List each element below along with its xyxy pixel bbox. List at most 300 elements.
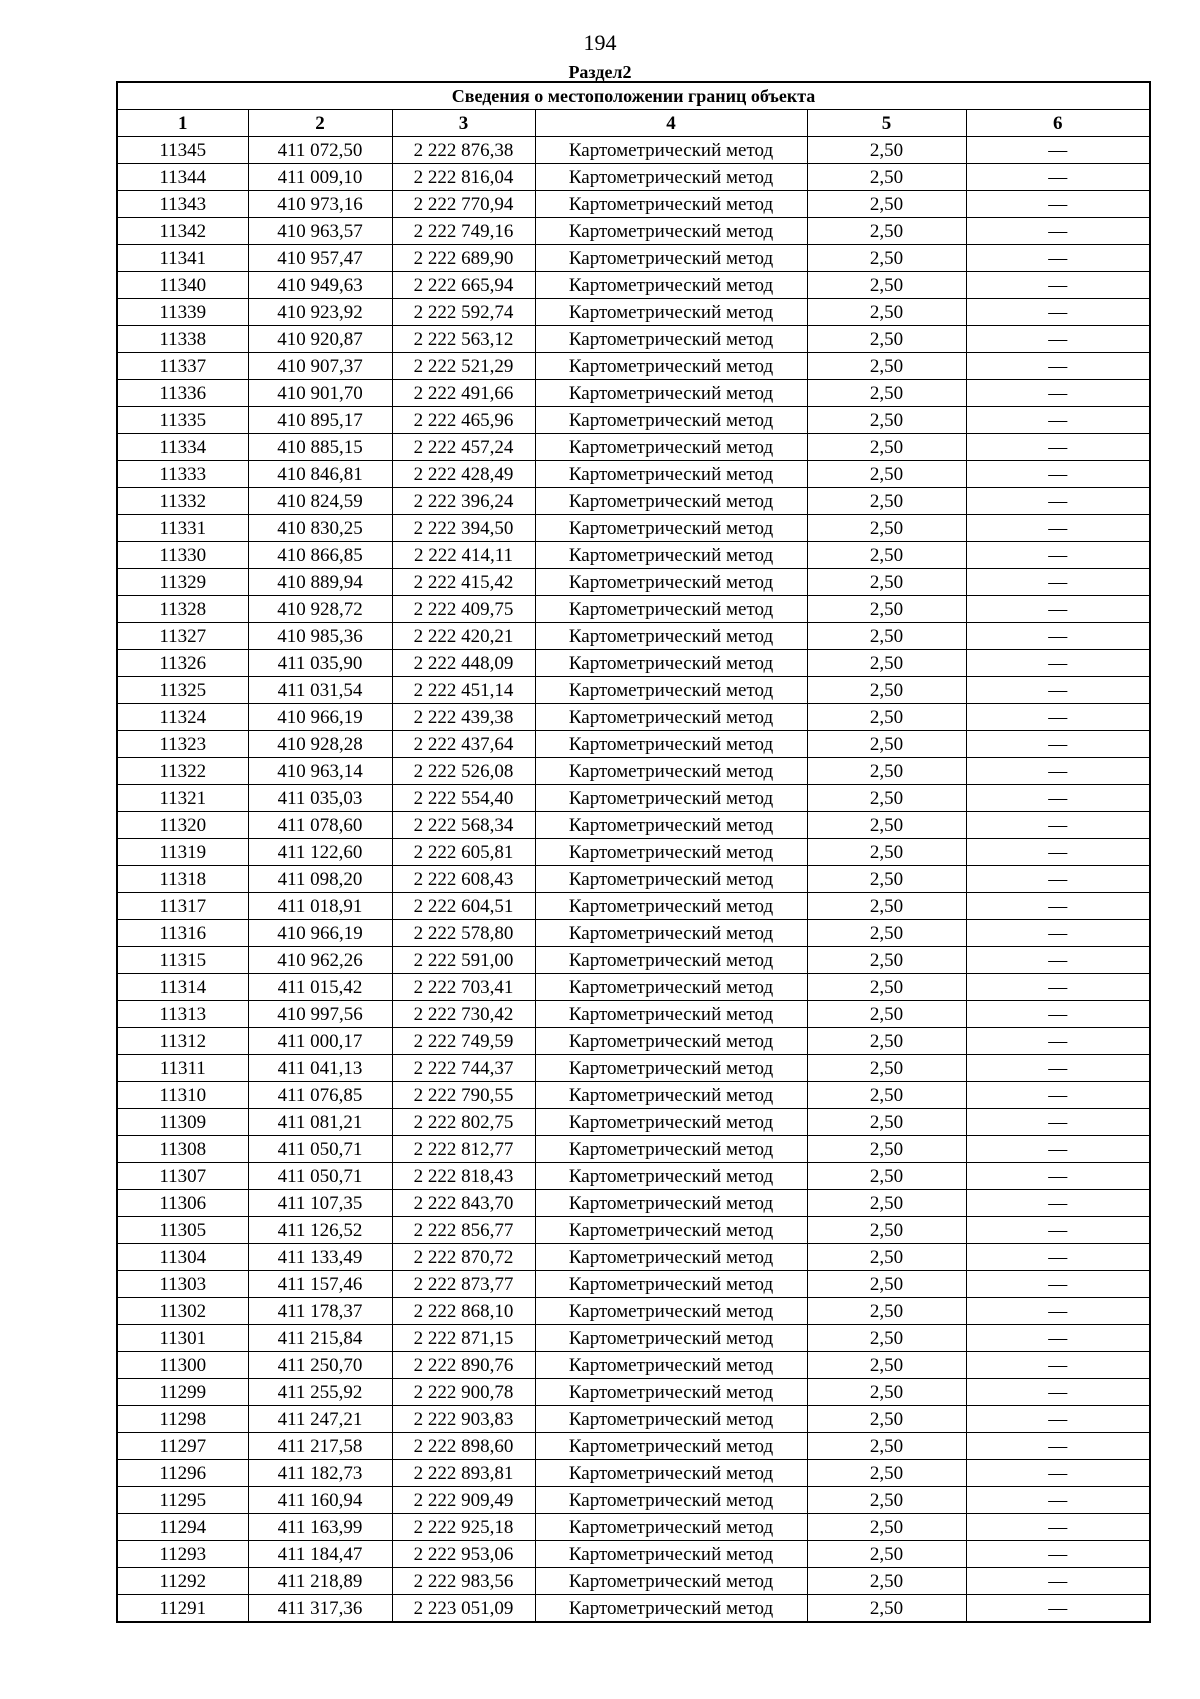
accuracy-cell: 2,50 bbox=[807, 1568, 966, 1595]
accuracy-cell: 2,50 bbox=[807, 1595, 966, 1623]
y-coordinate-cell: 2 222 856,77 bbox=[392, 1217, 535, 1244]
accuracy-cell: 2,50 bbox=[807, 893, 966, 920]
method-cell: Картометрический метод bbox=[535, 488, 807, 515]
x-coordinate-cell: 410 928,28 bbox=[248, 731, 392, 758]
page-number: 194 bbox=[583, 30, 617, 55]
description-cell: — bbox=[966, 1271, 1150, 1298]
method-cell: Картометрический метод bbox=[535, 1514, 807, 1541]
point-number-cell: 11324 bbox=[117, 704, 248, 731]
method-cell: Картометрический метод bbox=[535, 1325, 807, 1352]
description-cell: — bbox=[966, 515, 1150, 542]
x-coordinate-cell: 411 250,70 bbox=[248, 1352, 392, 1379]
method-cell: Картометрический метод bbox=[535, 272, 807, 299]
x-coordinate-cell: 410 866,85 bbox=[248, 542, 392, 569]
x-coordinate-cell: 410 962,26 bbox=[248, 947, 392, 974]
description-cell: — bbox=[966, 920, 1150, 947]
y-coordinate-cell: 2 222 491,66 bbox=[392, 380, 535, 407]
y-coordinate-cell: 2 222 415,42 bbox=[392, 569, 535, 596]
accuracy-cell: 2,50 bbox=[807, 1163, 966, 1190]
point-number-cell: 11334 bbox=[117, 434, 248, 461]
table-row bbox=[117, 623, 1150, 650]
y-coordinate-cell: 2 222 414,11 bbox=[392, 542, 535, 569]
description-cell: — bbox=[966, 407, 1150, 434]
method-cell: Картометрический метод bbox=[535, 569, 807, 596]
method-cell: Картометрический метод bbox=[535, 920, 807, 947]
x-coordinate-cell: 411 076,85 bbox=[248, 1082, 392, 1109]
table-body bbox=[117, 137, 1150, 1623]
x-coordinate-cell: 410 973,16 bbox=[248, 191, 392, 218]
point-number-cell: 11309 bbox=[117, 1109, 248, 1136]
accuracy-cell: 2,50 bbox=[807, 785, 966, 812]
table-row bbox=[117, 650, 1150, 677]
table-row bbox=[117, 1325, 1150, 1352]
coordinates-table bbox=[116, 81, 1151, 1623]
table-row bbox=[117, 407, 1150, 434]
table-row bbox=[117, 893, 1150, 920]
table-row bbox=[117, 1514, 1150, 1541]
accuracy-cell: 2,50 bbox=[807, 920, 966, 947]
description-cell: — bbox=[966, 677, 1150, 704]
x-coordinate-cell: 411 000,17 bbox=[248, 1028, 392, 1055]
description-cell: — bbox=[966, 1406, 1150, 1433]
accuracy-cell: 2,50 bbox=[807, 218, 966, 245]
point-number-cell: 11327 bbox=[117, 623, 248, 650]
description-cell: — bbox=[966, 380, 1150, 407]
point-number-cell: 11299 bbox=[117, 1379, 248, 1406]
table-row bbox=[117, 137, 1150, 164]
method-cell: Картометрический метод bbox=[535, 1190, 807, 1217]
description-cell: — bbox=[966, 542, 1150, 569]
method-cell: Картометрический метод bbox=[535, 164, 807, 191]
x-coordinate-cell: 410 846,81 bbox=[248, 461, 392, 488]
accuracy-cell: 2,50 bbox=[807, 515, 966, 542]
x-coordinate-cell: 411 015,42 bbox=[248, 974, 392, 1001]
x-coordinate-cell: 411 178,37 bbox=[248, 1298, 392, 1325]
method-cell: Картометрический метод bbox=[535, 947, 807, 974]
method-cell: Картометрический метод bbox=[535, 677, 807, 704]
x-coordinate-cell: 410 997,56 bbox=[248, 1001, 392, 1028]
method-cell: Картометрический метод bbox=[535, 1136, 807, 1163]
method-cell: Картометрический метод bbox=[535, 542, 807, 569]
x-coordinate-cell: 411 072,50 bbox=[248, 137, 392, 164]
method-cell: Картометрический метод bbox=[535, 1406, 807, 1433]
y-coordinate-cell: 2 222 890,76 bbox=[392, 1352, 535, 1379]
table-row bbox=[117, 1460, 1150, 1487]
x-coordinate-cell: 411 160,94 bbox=[248, 1487, 392, 1514]
description-cell: — bbox=[966, 299, 1150, 326]
method-cell: Картометрический метод bbox=[535, 434, 807, 461]
method-cell: Картометрический метод bbox=[535, 1271, 807, 1298]
accuracy-cell: 2,50 bbox=[807, 758, 966, 785]
y-coordinate-cell: 2 222 554,40 bbox=[392, 785, 535, 812]
column-number-cell: 6 bbox=[966, 110, 1150, 137]
x-coordinate-cell: 410 889,94 bbox=[248, 569, 392, 596]
accuracy-cell: 2,50 bbox=[807, 1379, 966, 1406]
table-row bbox=[117, 974, 1150, 1001]
point-number-cell: 11292 bbox=[117, 1568, 248, 1595]
accuracy-cell: 2,50 bbox=[807, 947, 966, 974]
description-cell: — bbox=[966, 1055, 1150, 1082]
accuracy-cell: 2,50 bbox=[807, 1487, 966, 1514]
accuracy-cell: 2,50 bbox=[807, 1136, 966, 1163]
x-coordinate-cell: 410 895,17 bbox=[248, 407, 392, 434]
y-coordinate-cell: 2 222 604,51 bbox=[392, 893, 535, 920]
accuracy-cell: 2,50 bbox=[807, 461, 966, 488]
point-number-cell: 11314 bbox=[117, 974, 248, 1001]
accuracy-cell: 2,50 bbox=[807, 1433, 966, 1460]
table-row bbox=[117, 434, 1150, 461]
y-coordinate-cell: 2 222 816,04 bbox=[392, 164, 535, 191]
y-coordinate-cell: 2 222 439,38 bbox=[392, 704, 535, 731]
y-coordinate-cell: 2 222 744,37 bbox=[392, 1055, 535, 1082]
description-cell: — bbox=[966, 1433, 1150, 1460]
table-row bbox=[117, 326, 1150, 353]
y-coordinate-cell: 2 222 409,75 bbox=[392, 596, 535, 623]
description-cell: — bbox=[966, 137, 1150, 164]
table-row bbox=[117, 164, 1150, 191]
accuracy-cell: 2,50 bbox=[807, 164, 966, 191]
accuracy-cell: 2,50 bbox=[807, 1514, 966, 1541]
method-cell: Картометрический метод bbox=[535, 1460, 807, 1487]
point-number-cell: 11300 bbox=[117, 1352, 248, 1379]
description-cell: — bbox=[966, 1163, 1150, 1190]
method-cell: Картометрический метод bbox=[535, 1352, 807, 1379]
x-coordinate-cell: 410 824,59 bbox=[248, 488, 392, 515]
table-caption: Сведения о местоположении границ объекта bbox=[117, 82, 1150, 110]
y-coordinate-cell: 2 222 665,94 bbox=[392, 272, 535, 299]
method-cell: Картометрический метод bbox=[535, 1217, 807, 1244]
accuracy-cell: 2,50 bbox=[807, 1001, 966, 1028]
method-cell: Картометрический метод bbox=[535, 353, 807, 380]
y-coordinate-cell: 2 222 394,50 bbox=[392, 515, 535, 542]
description-cell: — bbox=[966, 650, 1150, 677]
y-coordinate-cell: 2 222 870,72 bbox=[392, 1244, 535, 1271]
table-row bbox=[117, 1379, 1150, 1406]
method-cell: Картометрический метод bbox=[535, 1082, 807, 1109]
x-coordinate-cell: 410 966,19 bbox=[248, 704, 392, 731]
y-coordinate-cell: 2 223 051,09 bbox=[392, 1595, 535, 1623]
accuracy-cell: 2,50 bbox=[807, 1541, 966, 1568]
method-cell: Картометрический метод bbox=[535, 650, 807, 677]
point-number-cell: 11339 bbox=[117, 299, 248, 326]
y-coordinate-cell: 2 222 592,74 bbox=[392, 299, 535, 326]
method-cell: Картометрический метод bbox=[535, 596, 807, 623]
x-coordinate-cell: 410 907,37 bbox=[248, 353, 392, 380]
description-cell: — bbox=[966, 1568, 1150, 1595]
x-coordinate-cell: 411 126,52 bbox=[248, 1217, 392, 1244]
description-cell: — bbox=[966, 1244, 1150, 1271]
y-coordinate-cell: 2 222 925,18 bbox=[392, 1514, 535, 1541]
accuracy-cell: 2,50 bbox=[807, 245, 966, 272]
y-coordinate-cell: 2 222 790,55 bbox=[392, 1082, 535, 1109]
y-coordinate-cell: 2 222 448,09 bbox=[392, 650, 535, 677]
table-row bbox=[117, 245, 1150, 272]
table-row bbox=[117, 542, 1150, 569]
y-coordinate-cell: 2 222 703,41 bbox=[392, 974, 535, 1001]
y-coordinate-cell: 2 222 873,77 bbox=[392, 1271, 535, 1298]
y-coordinate-cell: 2 222 909,49 bbox=[392, 1487, 535, 1514]
x-coordinate-cell: 411 255,92 bbox=[248, 1379, 392, 1406]
table-row bbox=[117, 299, 1150, 326]
x-coordinate-cell: 411 107,35 bbox=[248, 1190, 392, 1217]
description-cell: — bbox=[966, 704, 1150, 731]
point-number-cell: 11301 bbox=[117, 1325, 248, 1352]
table-row bbox=[117, 272, 1150, 299]
accuracy-cell: 2,50 bbox=[807, 542, 966, 569]
description-cell: — bbox=[966, 785, 1150, 812]
description-cell: — bbox=[966, 1136, 1150, 1163]
point-number-cell: 11305 bbox=[117, 1217, 248, 1244]
x-coordinate-cell: 410 963,57 bbox=[248, 218, 392, 245]
point-number-cell: 11333 bbox=[117, 461, 248, 488]
y-coordinate-cell: 2 222 802,75 bbox=[392, 1109, 535, 1136]
description-cell: — bbox=[966, 866, 1150, 893]
description-cell: — bbox=[966, 1001, 1150, 1028]
method-cell: Картометрический метод bbox=[535, 1109, 807, 1136]
table-row bbox=[117, 1001, 1150, 1028]
y-coordinate-cell: 2 222 900,78 bbox=[392, 1379, 535, 1406]
point-number-cell: 11330 bbox=[117, 542, 248, 569]
description-cell: — bbox=[966, 1352, 1150, 1379]
description-cell: — bbox=[966, 434, 1150, 461]
y-coordinate-cell: 2 222 876,38 bbox=[392, 137, 535, 164]
table-row bbox=[117, 1271, 1150, 1298]
point-number-cell: 11291 bbox=[117, 1595, 248, 1623]
table-row bbox=[117, 1217, 1150, 1244]
point-number-cell: 11323 bbox=[117, 731, 248, 758]
y-coordinate-cell: 2 222 465,96 bbox=[392, 407, 535, 434]
x-coordinate-cell: 411 247,21 bbox=[248, 1406, 392, 1433]
accuracy-cell: 2,50 bbox=[807, 434, 966, 461]
point-number-cell: 11329 bbox=[117, 569, 248, 596]
method-cell: Картометрический метод bbox=[535, 731, 807, 758]
y-coordinate-cell: 2 222 608,43 bbox=[392, 866, 535, 893]
accuracy-cell: 2,50 bbox=[807, 1190, 966, 1217]
x-coordinate-cell: 411 050,71 bbox=[248, 1163, 392, 1190]
accuracy-cell: 2,50 bbox=[807, 488, 966, 515]
section-title: Раздел2 bbox=[568, 62, 632, 82]
y-coordinate-cell: 2 222 812,77 bbox=[392, 1136, 535, 1163]
x-coordinate-cell: 411 018,91 bbox=[248, 893, 392, 920]
method-cell: Картометрический метод bbox=[535, 1244, 807, 1271]
table-row bbox=[117, 920, 1150, 947]
y-coordinate-cell: 2 222 689,90 bbox=[392, 245, 535, 272]
x-coordinate-cell: 411 031,54 bbox=[248, 677, 392, 704]
method-cell: Картометрический метод bbox=[535, 866, 807, 893]
table-row bbox=[117, 569, 1150, 596]
column-number-cell: 1 bbox=[117, 110, 248, 137]
method-cell: Картометрический метод bbox=[535, 758, 807, 785]
point-number-cell: 11293 bbox=[117, 1541, 248, 1568]
accuracy-cell: 2,50 bbox=[807, 1406, 966, 1433]
x-coordinate-cell: 410 920,87 bbox=[248, 326, 392, 353]
table-row bbox=[117, 488, 1150, 515]
accuracy-cell: 2,50 bbox=[807, 1028, 966, 1055]
method-cell: Картометрический метод bbox=[535, 1487, 807, 1514]
table-row bbox=[117, 1082, 1150, 1109]
table-row bbox=[117, 1163, 1150, 1190]
point-number-cell: 11302 bbox=[117, 1298, 248, 1325]
description-cell: — bbox=[966, 245, 1150, 272]
y-coordinate-cell: 2 222 420,21 bbox=[392, 623, 535, 650]
table-row bbox=[117, 218, 1150, 245]
y-coordinate-cell: 2 222 457,24 bbox=[392, 434, 535, 461]
accuracy-cell: 2,50 bbox=[807, 677, 966, 704]
table-row bbox=[117, 191, 1150, 218]
accuracy-cell: 2,50 bbox=[807, 1325, 966, 1352]
column-number-row bbox=[117, 110, 1150, 137]
method-cell: Картометрический метод bbox=[535, 299, 807, 326]
description-cell: — bbox=[966, 731, 1150, 758]
column-number-cell: 3 bbox=[392, 110, 535, 137]
point-number-cell: 11328 bbox=[117, 596, 248, 623]
x-coordinate-cell: 410 957,47 bbox=[248, 245, 392, 272]
table-row bbox=[117, 1487, 1150, 1514]
accuracy-cell: 2,50 bbox=[807, 191, 966, 218]
table-row bbox=[117, 1190, 1150, 1217]
accuracy-cell: 2,50 bbox=[807, 1055, 966, 1082]
method-cell: Картометрический метод bbox=[535, 1055, 807, 1082]
y-coordinate-cell: 2 222 428,49 bbox=[392, 461, 535, 488]
x-coordinate-cell: 411 182,73 bbox=[248, 1460, 392, 1487]
x-coordinate-cell: 411 157,46 bbox=[248, 1271, 392, 1298]
accuracy-cell: 2,50 bbox=[807, 1271, 966, 1298]
table-row bbox=[117, 353, 1150, 380]
y-coordinate-cell: 2 222 563,12 bbox=[392, 326, 535, 353]
x-coordinate-cell: 410 901,70 bbox=[248, 380, 392, 407]
x-coordinate-cell: 410 985,36 bbox=[248, 623, 392, 650]
point-number-cell: 11318 bbox=[117, 866, 248, 893]
accuracy-cell: 2,50 bbox=[807, 1460, 966, 1487]
x-coordinate-cell: 411 218,89 bbox=[248, 1568, 392, 1595]
method-cell: Картометрический метод bbox=[535, 812, 807, 839]
accuracy-cell: 2,50 bbox=[807, 353, 966, 380]
accuracy-cell: 2,50 bbox=[807, 623, 966, 650]
y-coordinate-cell: 2 222 749,59 bbox=[392, 1028, 535, 1055]
method-cell: Картометрический метод bbox=[535, 380, 807, 407]
accuracy-cell: 2,50 bbox=[807, 326, 966, 353]
method-cell: Картометрический метод bbox=[535, 839, 807, 866]
x-coordinate-cell: 411 317,36 bbox=[248, 1595, 392, 1623]
description-cell: — bbox=[966, 1190, 1150, 1217]
table-row bbox=[117, 812, 1150, 839]
method-cell: Картометрический метод bbox=[535, 1028, 807, 1055]
accuracy-cell: 2,50 bbox=[807, 704, 966, 731]
point-number-cell: 11319 bbox=[117, 839, 248, 866]
description-cell: — bbox=[966, 326, 1150, 353]
point-number-cell: 11313 bbox=[117, 1001, 248, 1028]
method-cell: Картометрический метод bbox=[535, 974, 807, 1001]
description-cell: — bbox=[966, 1298, 1150, 1325]
y-coordinate-cell: 2 222 521,29 bbox=[392, 353, 535, 380]
point-number-cell: 11335 bbox=[117, 407, 248, 434]
point-number-cell: 11344 bbox=[117, 164, 248, 191]
x-coordinate-cell: 411 133,49 bbox=[248, 1244, 392, 1271]
table-row bbox=[117, 1352, 1150, 1379]
point-number-cell: 11332 bbox=[117, 488, 248, 515]
x-coordinate-cell: 410 949,63 bbox=[248, 272, 392, 299]
description-cell: — bbox=[966, 1217, 1150, 1244]
description-cell: — bbox=[966, 758, 1150, 785]
accuracy-cell: 2,50 bbox=[807, 137, 966, 164]
accuracy-cell: 2,50 bbox=[807, 569, 966, 596]
point-number-cell: 11307 bbox=[117, 1163, 248, 1190]
description-cell: — bbox=[966, 974, 1150, 1001]
point-number-cell: 11345 bbox=[117, 137, 248, 164]
point-number-cell: 11306 bbox=[117, 1190, 248, 1217]
y-coordinate-cell: 2 222 568,34 bbox=[392, 812, 535, 839]
description-cell: — bbox=[966, 353, 1150, 380]
description-cell: — bbox=[966, 1460, 1150, 1487]
point-number-cell: 11296 bbox=[117, 1460, 248, 1487]
point-number-cell: 11308 bbox=[117, 1136, 248, 1163]
point-number-cell: 11338 bbox=[117, 326, 248, 353]
y-coordinate-cell: 2 222 898,60 bbox=[392, 1433, 535, 1460]
description-cell: — bbox=[966, 1028, 1150, 1055]
table-row bbox=[117, 1595, 1150, 1623]
description-cell: — bbox=[966, 839, 1150, 866]
table-row bbox=[117, 839, 1150, 866]
accuracy-cell: 2,50 bbox=[807, 299, 966, 326]
table-row bbox=[117, 1055, 1150, 1082]
method-cell: Картометрический метод bbox=[535, 461, 807, 488]
table-row bbox=[117, 785, 1150, 812]
accuracy-cell: 2,50 bbox=[807, 1217, 966, 1244]
table-row bbox=[117, 704, 1150, 731]
point-number-cell: 11316 bbox=[117, 920, 248, 947]
method-cell: Картометрический метод bbox=[535, 1001, 807, 1028]
x-coordinate-cell: 411 215,84 bbox=[248, 1325, 392, 1352]
x-coordinate-cell: 410 830,25 bbox=[248, 515, 392, 542]
x-coordinate-cell: 411 184,47 bbox=[248, 1541, 392, 1568]
x-coordinate-cell: 411 009,10 bbox=[248, 164, 392, 191]
table-row bbox=[117, 461, 1150, 488]
method-cell: Картометрический метод bbox=[535, 1433, 807, 1460]
table-row bbox=[117, 1568, 1150, 1595]
y-coordinate-cell: 2 222 396,24 bbox=[392, 488, 535, 515]
y-coordinate-cell: 2 222 730,42 bbox=[392, 1001, 535, 1028]
column-number-cell: 5 bbox=[807, 110, 966, 137]
table-row bbox=[117, 1109, 1150, 1136]
y-coordinate-cell: 2 222 526,08 bbox=[392, 758, 535, 785]
method-cell: Картометрический метод bbox=[535, 623, 807, 650]
description-cell: — bbox=[966, 1514, 1150, 1541]
description-cell: — bbox=[966, 1109, 1150, 1136]
point-number-cell: 11341 bbox=[117, 245, 248, 272]
accuracy-cell: 2,50 bbox=[807, 812, 966, 839]
description-cell: — bbox=[966, 947, 1150, 974]
accuracy-cell: 2,50 bbox=[807, 650, 966, 677]
y-coordinate-cell: 2 222 983,56 bbox=[392, 1568, 535, 1595]
accuracy-cell: 2,50 bbox=[807, 272, 966, 299]
column-number-cell: 4 bbox=[535, 110, 807, 137]
x-coordinate-cell: 411 122,60 bbox=[248, 839, 392, 866]
accuracy-cell: 2,50 bbox=[807, 1082, 966, 1109]
description-cell: — bbox=[966, 569, 1150, 596]
accuracy-cell: 2,50 bbox=[807, 1244, 966, 1271]
y-coordinate-cell: 2 222 749,16 bbox=[392, 218, 535, 245]
method-cell: Картометрический метод bbox=[535, 191, 807, 218]
table-row bbox=[117, 866, 1150, 893]
x-coordinate-cell: 410 928,72 bbox=[248, 596, 392, 623]
point-number-cell: 11343 bbox=[117, 191, 248, 218]
description-cell: — bbox=[966, 272, 1150, 299]
method-cell: Картометрический метод bbox=[535, 704, 807, 731]
description-cell: — bbox=[966, 461, 1150, 488]
description-cell: — bbox=[966, 488, 1150, 515]
table-row bbox=[117, 947, 1150, 974]
table-row bbox=[117, 515, 1150, 542]
